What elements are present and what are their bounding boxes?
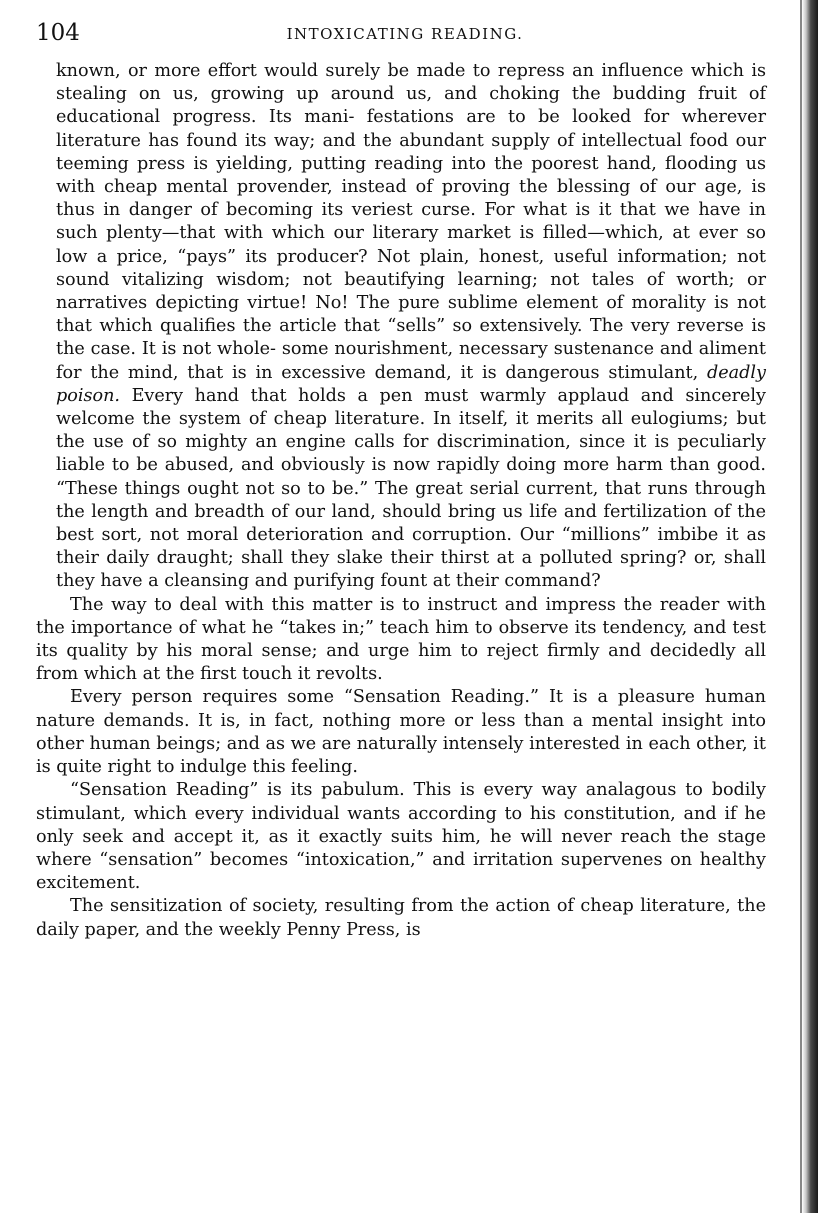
paragraph-1-text: known, or more effort would surely be made to repress an influence which is stealing on us, growing up around us, and choking the budding fruit of educational progress. Its mani- festations are to be looked for wherever literature has found its way; and the abundant supply of intellectual food our teeming press is yielding, putting reading into the poorest hand, flooding us with cheap mental provender, instead of proving the blessing of our age, is thus in danger of becoming its veriest curse. For what is it that we have in such plenty—that with which our literary market is filled—which, at ever so low a price, “pays” its producer? Not plain, honest, useful information; not sound vitalizing wisdom; not beautifying learning; not tales of worth; or narratives depicting virtue! No! The pure sublime element of morality is not that which qualifies the article that “sells” so extensively. The very reverse is the case. It is not whole- some nourishment, necessary sustenance and aliment for the mind, that is in excessive demand, it is dangerous stimulant,: [56, 61, 766, 383]
paragraph-1: [36, 60, 766, 594]
body-text: [36, 60, 766, 942]
paragraph-3: Every person requires some “Sensation Reading.” It is a pleasure human nature demands. It is, in fact, nothing more or less than a mental insight into other human beings; and as we are naturally intensely interested in each other, it is quite right to indulge this feeling.: [36, 687, 766, 778]
paragraph-1-continuation: Every hand that holds a pen must warmly applaud and sincerely welcome the system of cheap literature. In itself, it merits all eulogiums; but the use of so mighty an engine calls for discrimination, since it is peculiarly liable to be abused, and obviously is now rapidly doing more harm than good. “These things ought not so to be.” The great serial current, that runs through the length and breadth of our land, should bring us life and fertilization of the best sort, not moral deterioration and corruption. Our “millions” imbibe it as their daily draught; shall they slake their thirst at a polluted spring? or, shall they have a cleansing and purifying fount at their command?: [56, 385, 766, 592]
paragraph-5: The sensitization of society, resulting from the action of cheap literature, the daily paper, and the weekly Penny Press, is: [36, 896, 766, 940]
paragraph-2: The way to deal with this matter is to instruct and impress the reader with the importance of what he “takes in;” teach him to observe its tendency, and test its quality by his moral sense; and urge him to reject firmly and decidedly all from which at the first touch it revolts.: [36, 594, 766, 685]
page-number: 104: [36, 20, 80, 46]
page-header: [36, 18, 774, 50]
paragraph-4: “Sensation Reading” is its pabulum. This is every way analagous to bodily stimulant, which every individual wants according to his constitution, and if he only seek and accept it, as it exactly suits him, he will never reach the stage where “sensation” becomes “intoxication,” and irritation supervenes on healthy excitement.: [36, 780, 766, 894]
page-edge-shadow: [802, 0, 818, 1213]
running-title: INTOXICATING READING.: [286, 25, 524, 43]
emphasis-deadly-poison: deadly poison.: [56, 362, 766, 406]
